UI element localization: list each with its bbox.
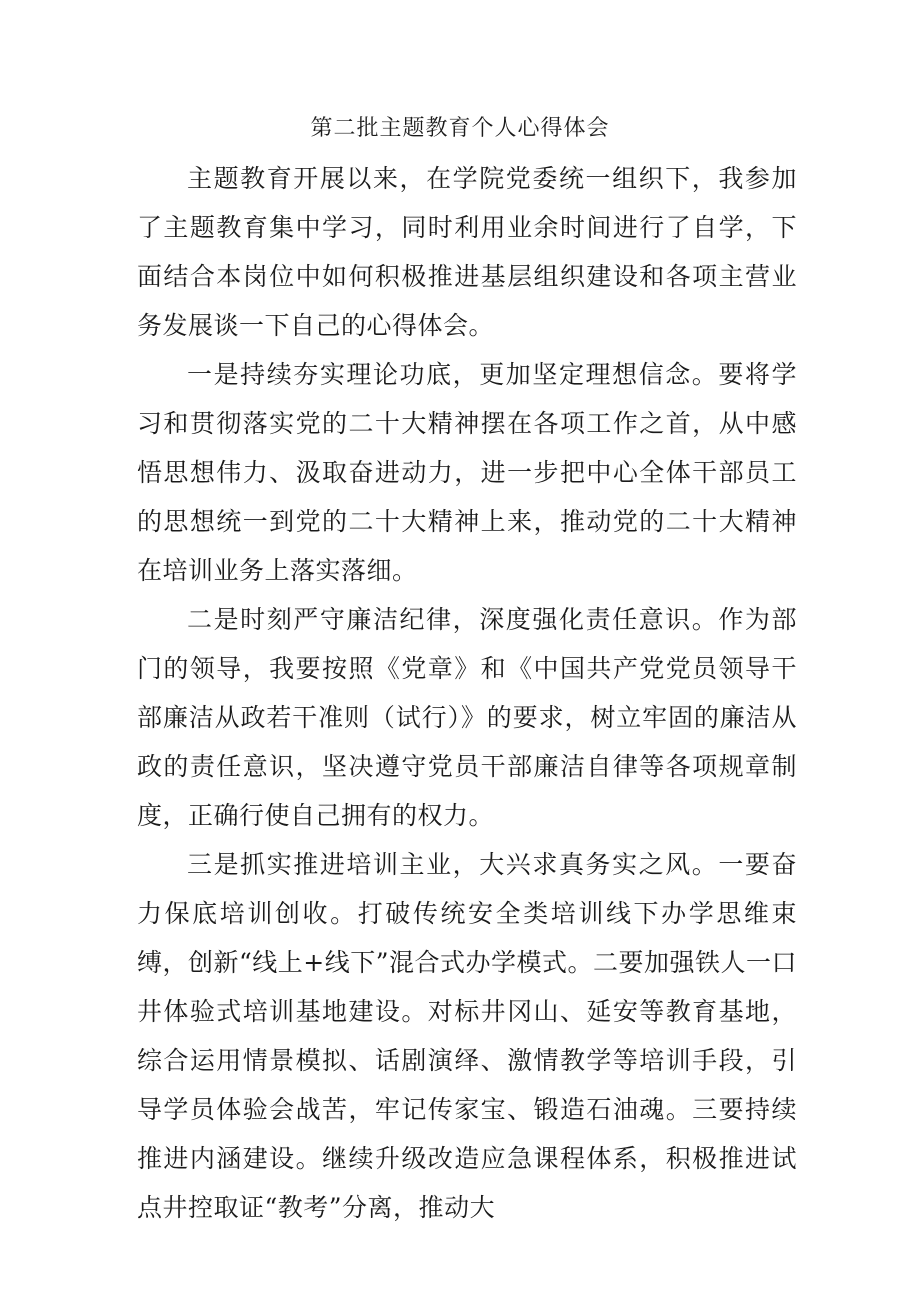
paragraph-point-two: 二是时刻严守廉洁纪律，深度强化责任意识。作为部门的领导，我要按照《党章》和《中国共产党党员领导干部廉洁从政若干准则（试行）》的要求，树立牢固的廉洁从政的责任意识，坚决遵守党员干部廉洁自律等各项规章制度，正确行使自己拥有的权力。 [137,605,797,830]
document-title: 第二批主题教育个人心得体会 [310,116,610,141]
paragraph-point-one: 一是持续夯实理论功底，更加坚定理想信念。要将学习和贯彻落实党的二十大精神摆在各项工作之首，从中感悟思想伟力、汲取奋进动力，进一步把中心全体干部员工的思想统一到党的二十大精神上来，推动党的二十大精神在培训业务上落实落细。 [137,360,797,585]
paragraph-point-three: 三是抓实推进培训主业，大兴求真务实之风。一要奋力保底培训创收。打破传统安全类培训线下办学思维束缚，创新“线上+线下”混合式办学模式。二要加强铁人一口井体验式培训基地建设。对标井冈山、延安等教育基地，综合运用情景模拟、话剧演绎、激情教学等培训手段，引导学员体验会战苦，牢记传家宝、锻造石油魂。三要持续推进内涵建设。继续升级改造应急课程体系，积极推进试点井控取证“教考”分离，推动大 [137,850,798,1222]
paragraph-intro: 主题教育开展以来，在学院党委统一组织下，我参加了主题教育集中学习，同时利用业余时间进行了自学，下面结合本岗位中如何积极推进基层组织建设和各项主营业务发展谈一下自己的心得体会。 [137,164,797,340]
